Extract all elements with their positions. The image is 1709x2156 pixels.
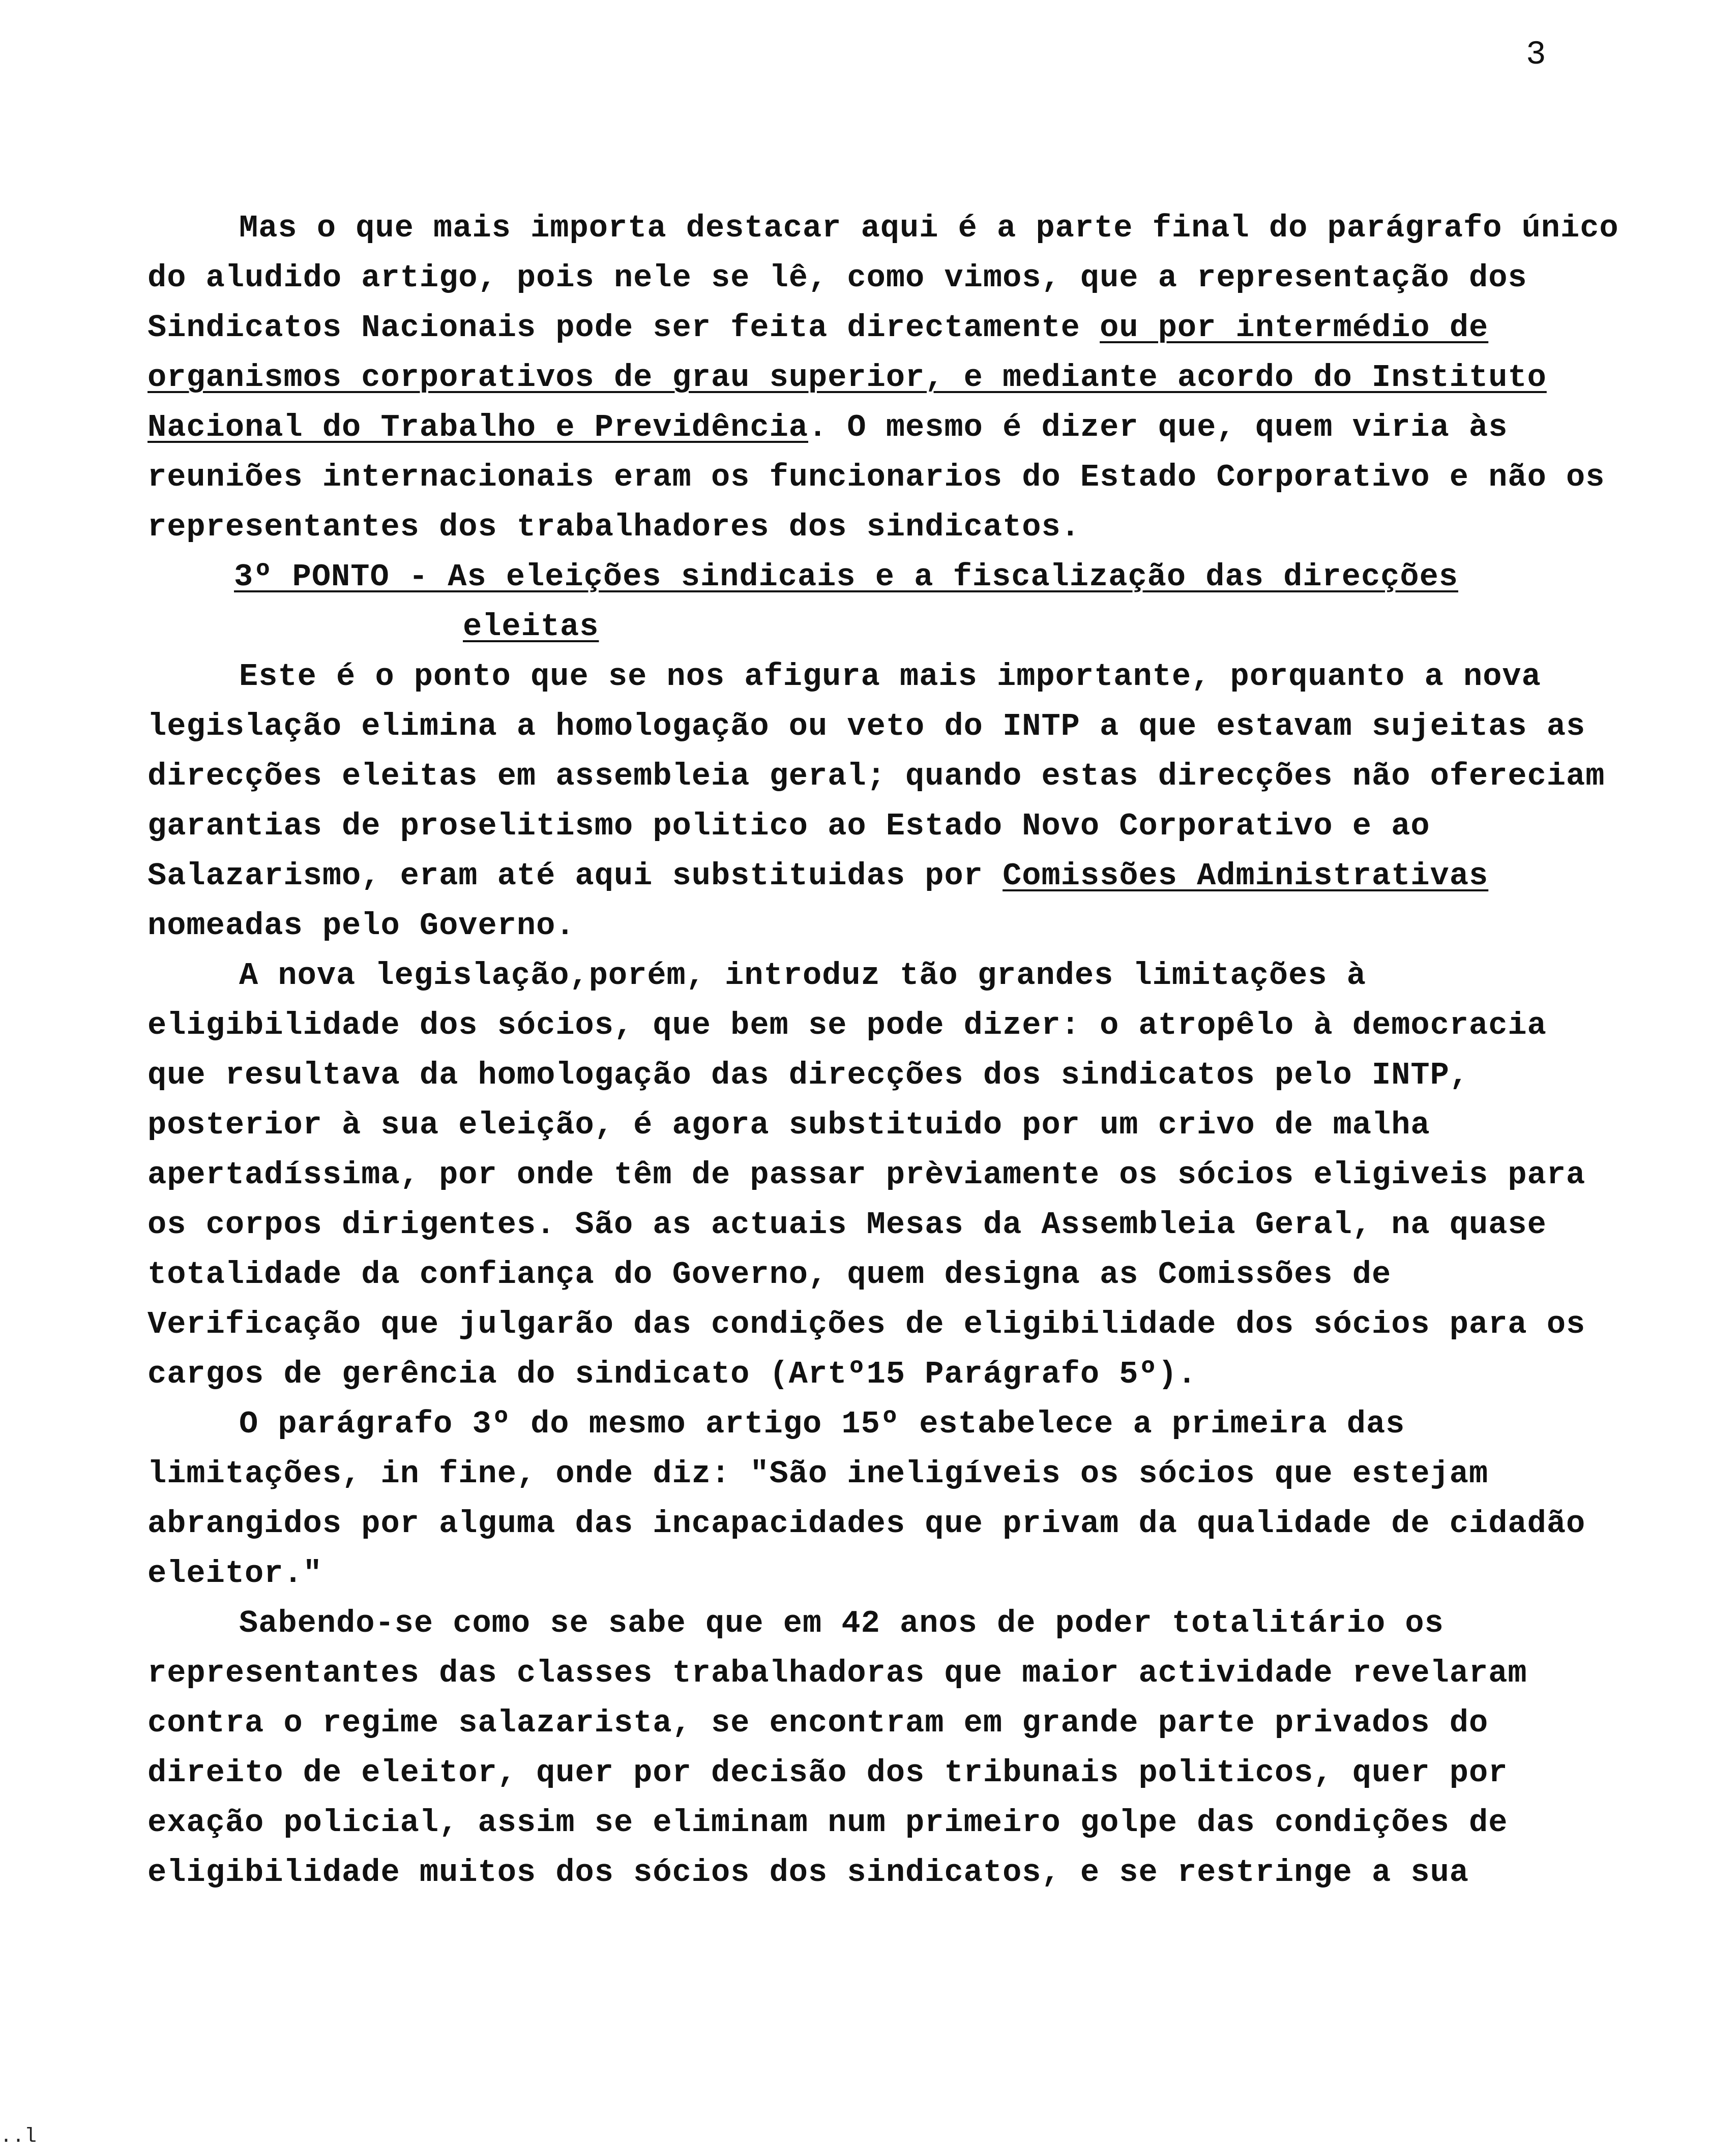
underlined-text: Comissões Administrativas — [1003, 858, 1489, 894]
paragraph-elections — [148, 652, 1623, 951]
paragraph-text: nomeadas pelo Governo. — [148, 908, 575, 944]
paragraph-text: Mas o que mais importa destacar aqui é a parte final do parágrafo único do aludido artigo, pois nele se lê, como vimos, que a representação dos Sindicatos Nacionais pode ser feita directamente — [148, 210, 1619, 346]
document-body — [148, 203, 1623, 1898]
underlined-text: ou por intermédio de organismos corporativos de grau superior, e mediante acordo do Instituto Nacional do Trabalho e Previdência — [148, 310, 1547, 445]
page-number: 3 — [1526, 36, 1546, 74]
paragraph-totalitarian: Sabendo-se como se sabe que em 42 anos de poder totalitário os representantes das classes trabalhadoras que maior actividade revelaram contra o regime salazarista, se encontram em grande parte privados do direito de eleitor, quer por decisão dos tribunais politicos, quer por exação policial, assim se eliminam num primeiro golpe das condições de eligibilidade muitos dos sócios dos sindicatos, e se restringe a sua — [148, 1605, 1527, 1891]
heading-line-1: 3º PONTO - As eleições sindicais e a fiscalização das direcções — [234, 559, 1458, 595]
paragraph-representation — [148, 203, 1623, 552]
footer-mark: ..l — [0, 2125, 37, 2148]
paragraph-limitations: A nova legislação,porém, introduz tão grandes limitações à eligibilidade dos sócios, que bem se pode dizer: o atropêlo à democracia que resultava da homologação das direcções dos sindicatos pelo INTP, posterior à sua eleição, é agora substituido por um crivo de malha apertadíssima, por onde têm de passar prèviamente os sócios eligiveis para os corpos dirigentes. São as actuais Mesas da Assembleia Geral, na quase totalidade da confiança do Governo, quem designa as Comissões de Verificação que julgarão das condições de eligibilidade dos sócios para os cargos de gerência do sindicato (Artº15 Parágrafo 5º). — [148, 957, 1586, 1392]
section-heading — [148, 552, 1623, 652]
paragraph-text: Este é o ponto que se nos afigura mais importante, porquanto a nova legislação elimina a homologação ou veto do INTP a que estavam sujeitas as direcções eleitas em assembleia geral; quando estas direcções não ofereciam garantias de proselitismo politico ao Estado Novo Corporativo e ao Salazarismo, eram até aqui substituidas por — [148, 658, 1605, 894]
paragraph-ineligibility: O parágrafo 3º do mesmo artigo 15º estabelece a primeira das limitações, in fine, onde diz: "São ineligíveis os sócios que estejam abrangidos por alguma das incapacidades que privam da qualidade de cidadão eleitor." — [148, 1406, 1586, 1592]
paragraph-text: . O mesmo é dizer que, quem viria às reuniões internacionais eram os funcionarios do Estado Corporativo e não os representantes dos trabalhadores dos sindicatos. — [148, 409, 1605, 545]
heading-line-2: eleitas — [463, 609, 599, 645]
